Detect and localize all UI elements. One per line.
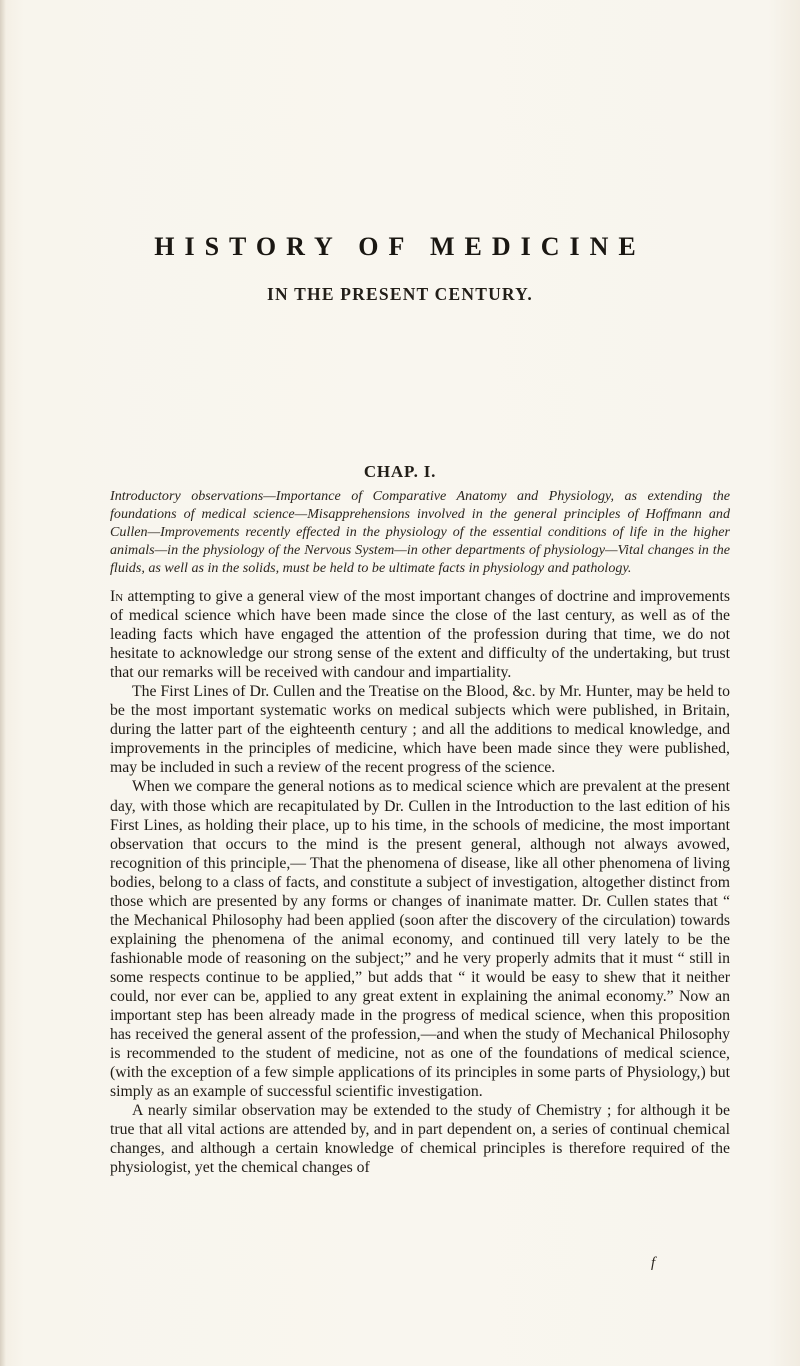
page-gutter-shadow xyxy=(0,0,6,1366)
paragraph-lead-word: In xyxy=(110,588,124,605)
chapter-heading: CHAP. I. xyxy=(363,462,437,481)
paragraph-4: A nearly similar observation may be extended to the study of Chemistry ; for although it be true that all vital actions are attended by, and in part dependent on, a series of continual chemical changes, and although a certain knowledge of chemical principles is therefore required of the physiologist, yet the chemical changes of xyxy=(110,1102,730,1177)
signature-mark: f xyxy=(651,1255,656,1271)
paragraph-1 xyxy=(110,587,730,682)
chapter-summary: Introductory observations—Importance of Comparative Anatomy and Physiology, as extending the foundations of medical science—Misapprehensions involved in the general principles of Hoffmann and Cullen—Improvements recently effected in the physiology of the essential conditions of life in the higher animals—in the physiology of the Nervous System—in other departments of physiology—Vital changes in the fluids, as well as in the solids, must be held to be ultimate facts in physiology and pathology. xyxy=(110,488,730,576)
page-title: HISTORY OF MEDICINE xyxy=(154,232,646,261)
paragraph-3: When we compare the general notions as to medical science which are prevalent at the present day, with those which are recapitulated by Dr. Cullen in the Introduction to the last edition of his First Lines, as holding their place, up to his time, in the schools of medicine, the most important observation that occurs to the mind is the present general, although not always avowed, recognition of this principle,— That the phenomena of disease, like all other phenomena of living bodies, belong to a class of facts, and constitute a subject of investigation, altogether distinct from those which are presented by any forms or changes of inanimate matter. Dr. Cullen states that “ the Mechanical Philosophy had been applied (soon after the discovery of the circulation) towards explaining the phenomena of the animal economy, and continued till very lately to be the fashionable mode of reasoning on the subject;” and he very properly admits that it must “ still in some respects continue to be applied,” but adds that “ it would be easy to shew that it neither could, nor ever can be, applied to any great extent in explaining the animal economy.” Now an important step has been already made in the progress of medical science, when this proposition has received the general assent of the profession,—and when the study of Mechanical Philosophy is recommended to the student of medicine, not as one of the foundations of medical science, (with the exception of a few simple applications of its principles in some parts of Physiology,) but simply as an example of successful scientific investigation. xyxy=(110,778,730,1101)
page-subtitle: IN THE PRESENT CENTURY. xyxy=(267,284,533,304)
paragraph-2: The First Lines of Dr. Cullen and the Treatise on the Blood, &c. by Mr. Hunter, may be held to be the most important systematic works on medical subjects which were published, in Britain, during the latter part of the eighteenth century ; and all the additions to medical knowledge, and improvements in the principles of medicine, which have been made since they were published, may be included in such a review of the recent progress of the science. xyxy=(110,683,730,777)
body-text xyxy=(110,587,730,1177)
paragraph-1-text: attempting to give a general view of the most important changes of doctrine and improvements of medical science which have been made since the close of the last century, as well as of the leading facts which have engaged the attention of the profession during that time, we do not hesitate to acknowledge our strong sense of the extent and difficulty of the undertaking, but trust that our remarks will be received with candour and impartiality. xyxy=(110,588,730,682)
